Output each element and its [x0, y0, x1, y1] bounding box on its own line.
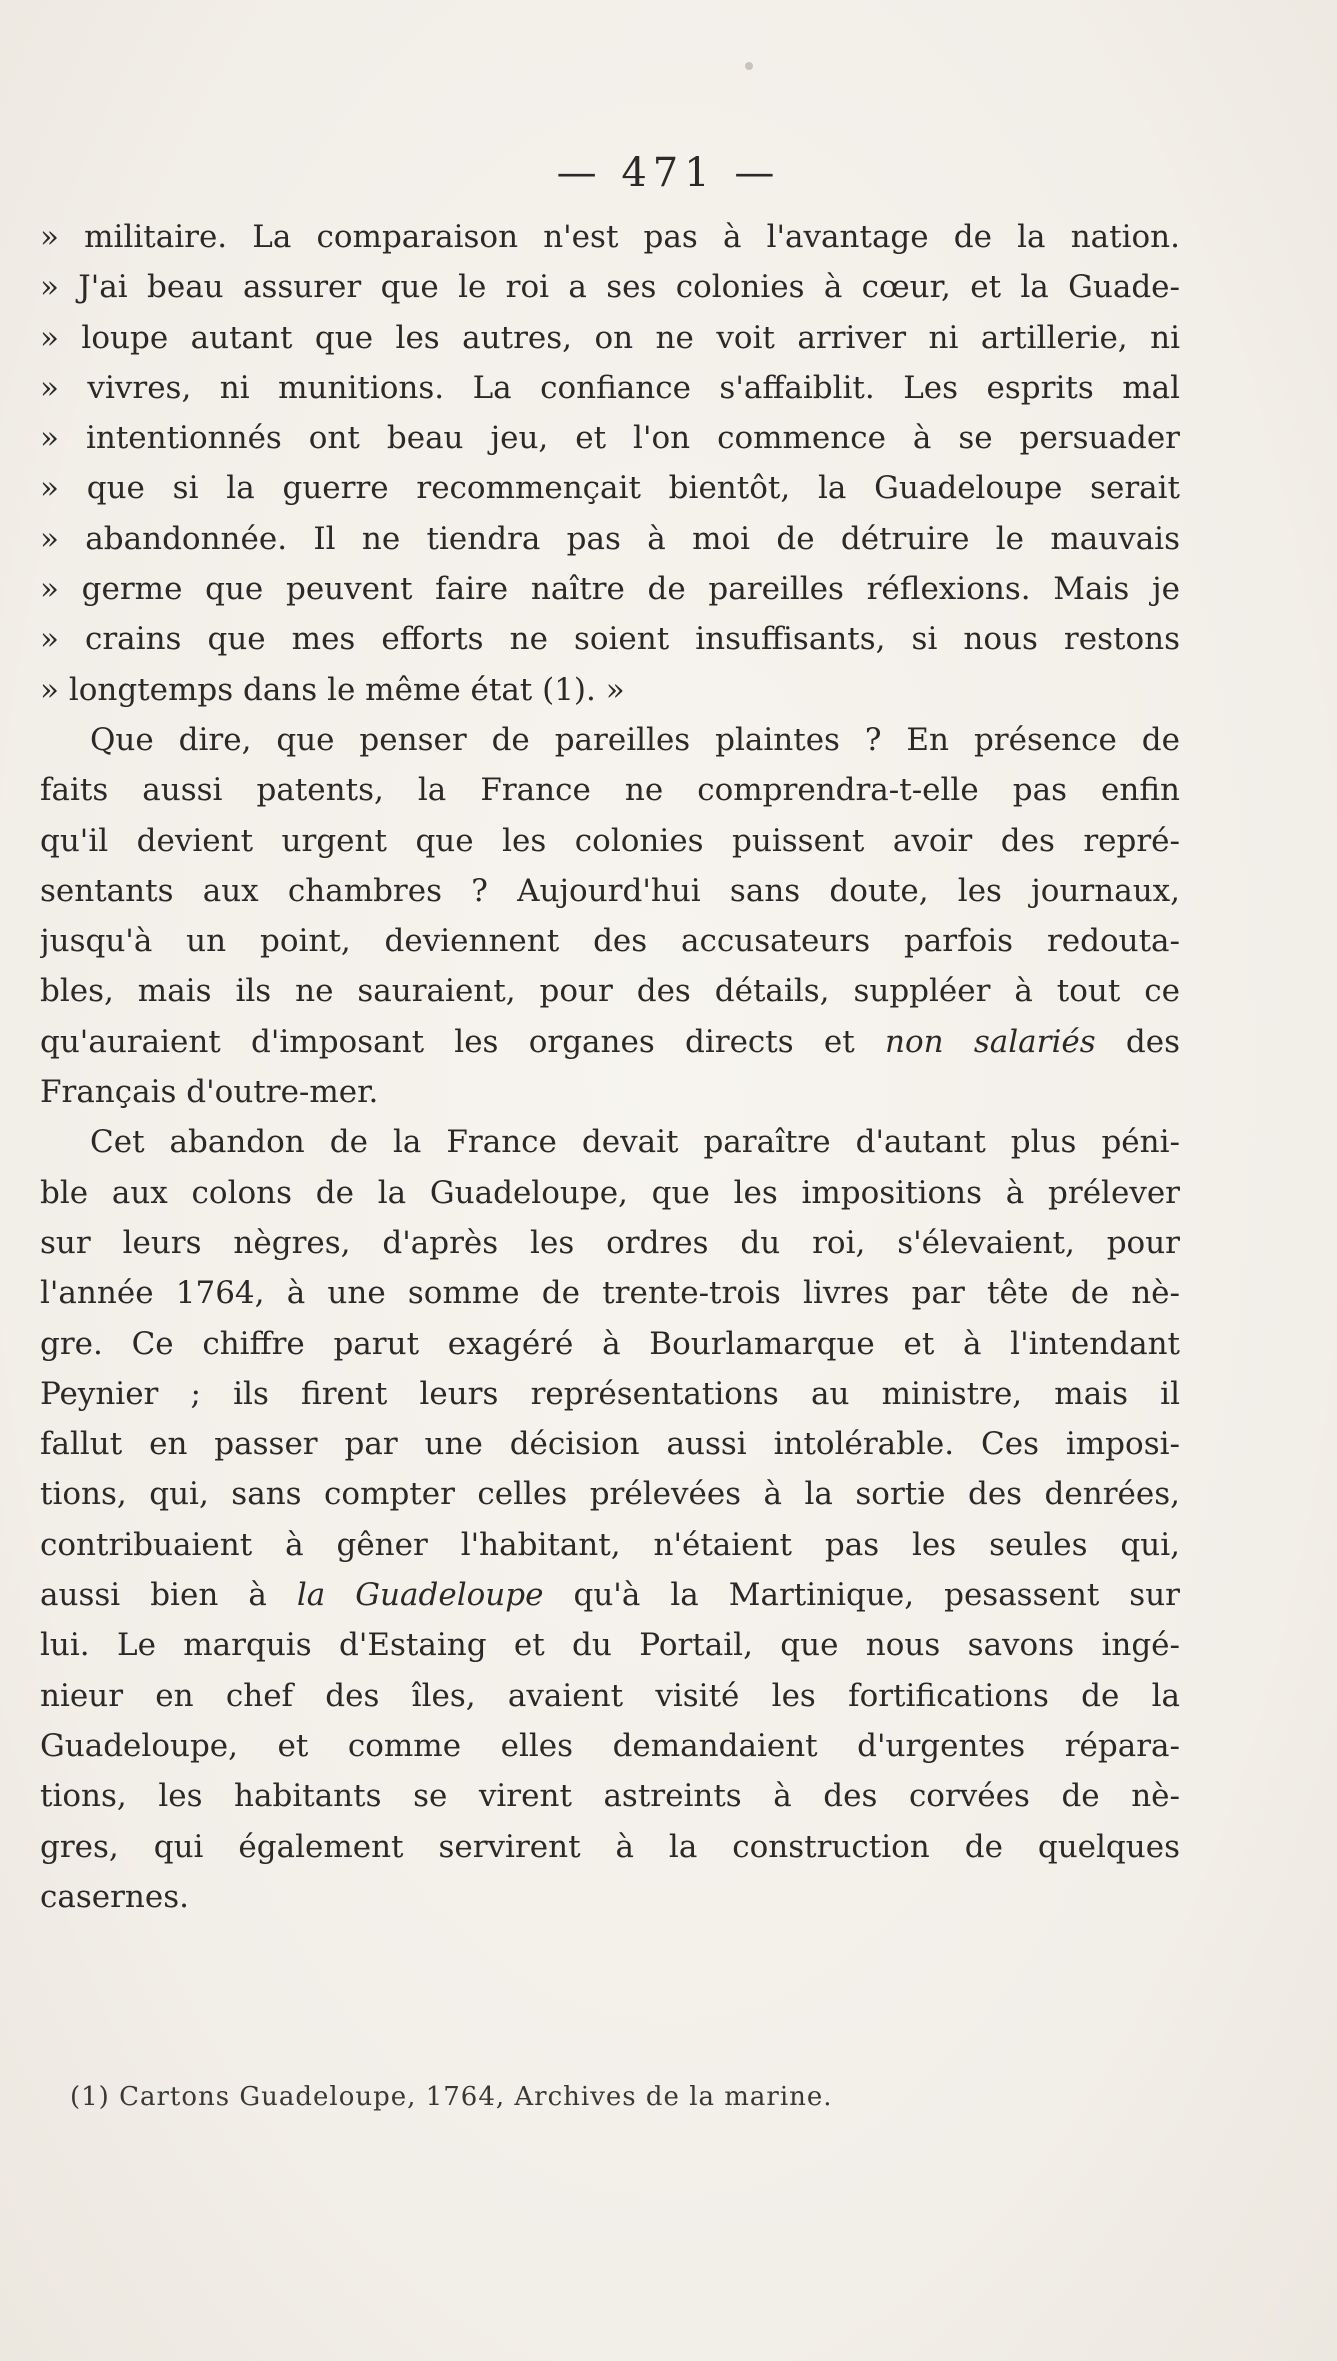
paragraph-start-line: Cet abandon de la France devait paraître d'autant plus péni-: [90, 1124, 1180, 1161]
text-line: » militaire. La comparaison n'est pas à l'avantage de la nation.: [40, 219, 1180, 255]
text-line: faits aussi patents, la France ne comprendra-t-elle pas enfin: [40, 772, 1180, 809]
text-line: l'année 1764, à une somme de trente-trois livres par tête de nè-: [40, 1275, 1180, 1312]
text-line: nieur en chef des îles, avaient visité les fortifications de la: [40, 1677, 1180, 1714]
paper-speck: [745, 62, 753, 70]
text-line: sentants aux chambres ? Aujourd'hui sans doute, les journaux,: [40, 872, 1180, 909]
footnote: (1) Cartons Guadeloupe, 1764, Archives de la marine.: [70, 2082, 833, 2112]
text-line: qu'il devient urgent que les colonies puissent avoir des repré-: [40, 822, 1180, 859]
text-line: » longtemps dans le même état (1). »: [40, 671, 625, 708]
text-line: » loupe autant que les autres, on ne voit arriver ni artillerie, ni: [40, 319, 1180, 356]
body-text: [40, 212, 1180, 1922]
text-line: gre. Ce chiffre parut exagéré à Bourlamarque et à l'intendant: [40, 1325, 1180, 1362]
text-line: contribuaient à gêner l'habitant, n'étaient pas les seules qui,: [40, 1526, 1180, 1563]
text-line: bles, mais ils ne sauraient, pour des détails, suppléer à tout ce: [40, 973, 1180, 1010]
text-line: lui. Le marquis d'Estaing et du Portail, que nous savons ingé-: [40, 1627, 1180, 1664]
italic-phrase: la Guadeloupe: [296, 1577, 544, 1614]
text-line: ble aux colons de la Guadeloupe, que les impositions à prélever: [40, 1174, 1180, 1211]
text-line-with-italic: [40, 1570, 1180, 1620]
text-segment: aussi bien à: [40, 1577, 267, 1614]
text-line: » que si la guerre recommençait bientôt, la Guadeloupe serait: [40, 470, 1180, 507]
text-segment: qu'à la Martinique, pesassent sur: [573, 1577, 1180, 1614]
text-line: Guadeloupe, et comme elles demandaient d'urgentes répara-: [40, 1727, 1180, 1764]
text-line: » abandonnée. Il ne tiendra pas à moi de détruire le mauvais: [40, 520, 1180, 557]
text-line-with-italic: [40, 1017, 1180, 1067]
text-line: » J'ai beau assurer que le roi a ses colonies à cœur, et la Guade-: [40, 269, 1180, 306]
italic-phrase: non salariés: [884, 1023, 1096, 1060]
text-line: Français d'outre-mer.: [40, 1074, 379, 1111]
page-number: — 471 —: [556, 150, 781, 196]
text-line: tions, les habitants se virent astreints à des corvées de nè-: [40, 1778, 1180, 1815]
text-segment: qu'auraient d'imposant les organes directs et: [40, 1023, 855, 1060]
text-line: » crains que mes efforts ne soient insuffisants, si nous restons: [40, 621, 1180, 658]
text-segment: des: [1125, 1023, 1180, 1060]
text-line: » vivres, ni munitions. La confiance s'affaiblit. Les esprits mal: [40, 369, 1180, 406]
text-line: casernes.: [40, 1878, 189, 1915]
text-line: gres, qui également servirent à la construction de quelques: [40, 1828, 1180, 1865]
text-line: jusqu'à un point, deviennent des accusateurs parfois redouta-: [40, 923, 1180, 960]
paragraph-start-line: Que dire, que penser de pareilles plaintes ? En présence de: [90, 721, 1180, 758]
text-line: Peynier ; ils firent leurs représentations au ministre, mais il: [40, 1375, 1180, 1412]
text-line: tions, qui, sans compter celles prélevées à la sortie des denrées,: [40, 1476, 1180, 1513]
text-line: fallut en passer par une décision aussi intolérable. Ces imposi-: [40, 1426, 1180, 1463]
text-line: » germe que peuvent faire naître de pareilles réflexions. Mais je: [40, 571, 1180, 608]
text-line: sur leurs nègres, d'après les ordres du roi, s'élevaient, pour: [40, 1224, 1180, 1261]
text-line: » intentionnés ont beau jeu, et l'on commence à se persuader: [40, 420, 1180, 457]
